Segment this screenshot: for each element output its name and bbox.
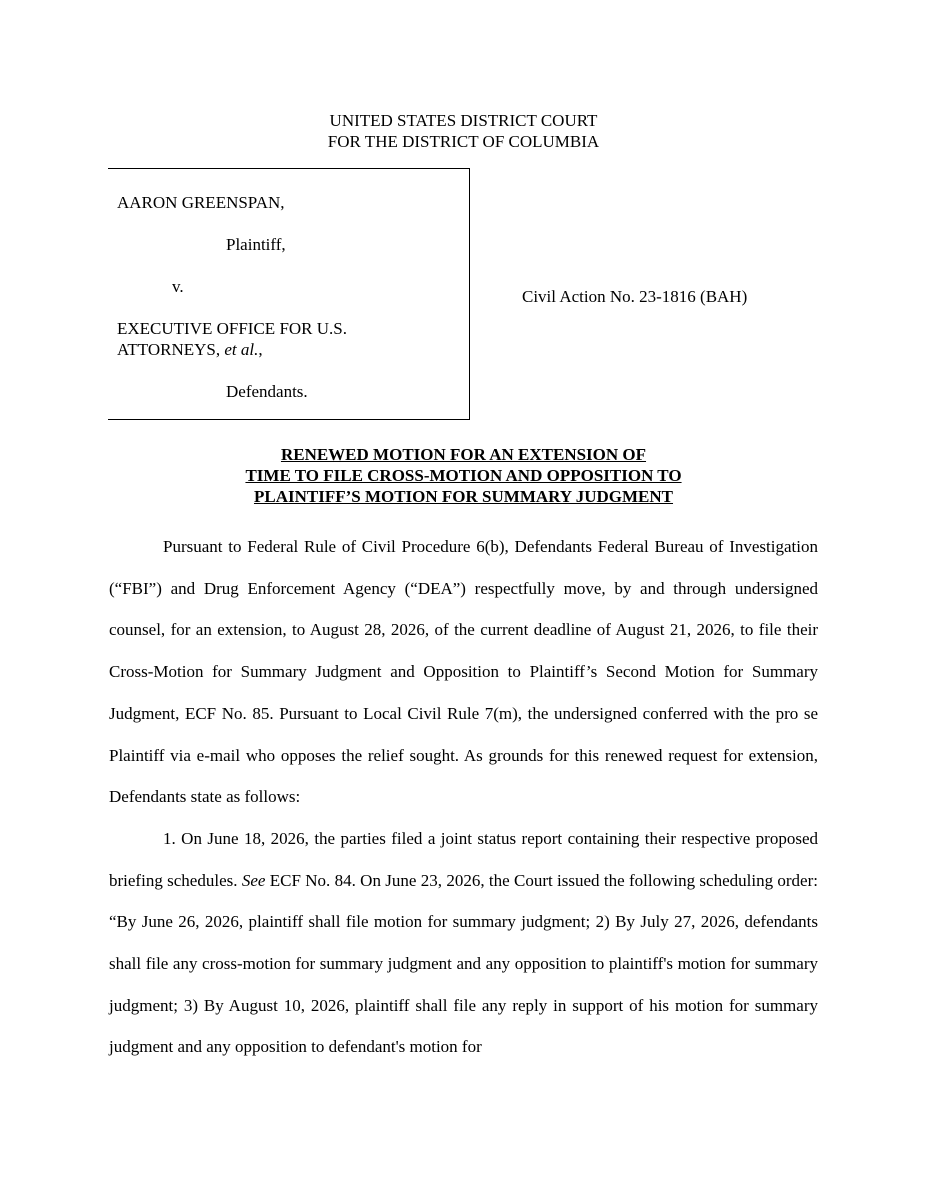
defendant-role: Defendants. [226,382,308,401]
court-district: FOR THE DISTRICT OF COLUMBIA [327,132,600,151]
see-citation: See [241,870,266,890]
et-al: et al. [224,340,259,359]
intro-paragraph: Pursuant to Federal Rule of Civil Procedure 6(b), Defendants Federal Bureau of Investigation (“FBI”) and Drug Enforcement Agency (“DEA”) respectfully move, by and through undersigned counsel, for an extension, to August 28, 2026, of the current deadline of August 21, 2026, to file their Cross-Motion for Summary Judgment and Opposition to Plaintiff’s Second Motion for Summary Judgment, ECF No. 85. Pursuant to Local Civil Rule 7(m), the undersigned conferred with the pro se Plaintiff via e-mail who opposes the relief sought. As grounds for this renewed request for extension, Defendants state as follows: [109,537,818,807]
motion-title-line1: RENEWED MOTION FOR AN EXTENSION OF [280,445,647,464]
motion-title-line2: TIME TO FILE CROSS-MOTION AND OPPOSITION TO [245,466,682,485]
defendant-name-suffix: , [258,340,263,359]
paragraph-1-text-a: 1. On June 18, 2026, the parties filed a joint status report containing their respective proposed briefing schedules. [109,828,818,890]
paragraph-1 [109,818,818,1068]
defendant-name-line1: EXECUTIVE OFFICE FOR U.S. [117,319,347,338]
court-heading [0,110,927,152]
civil-action-number: Civil Action No. 23-1816 (BAH) [522,287,748,306]
plaintiff-name: AARON GREENSPAN, [117,193,285,212]
versus-label: v. [172,277,184,296]
defendant-name-line2 [117,339,263,360]
paragraph-1-text-b: ECF No. 84. On June 23, 2026, the Court issued the following scheduling order: “By June 26, 2026, plaintiff shall file motion for summary judgment; 2) By July 27, 2026, defendants shall file any cross-motion for summary judgment and any opposition to plaintiff's motion for summary judgment; 3) By August 10, 2026, plaintiff shall file any reply in support of his motion for summary judgment and any opposition to defendant's motion for [109,870,818,1057]
motion-title [0,444,927,507]
motion-body [109,526,818,1068]
defendant-name-prefix: ATTORNEYS, [117,340,225,359]
court-name: UNITED STATES DISTRICT COURT [329,111,598,130]
motion-title-line3: PLAINTIFF’S MOTION FOR SUMMARY JUDGMENT [253,487,674,506]
plaintiff-role: Plaintiff, [226,235,286,254]
